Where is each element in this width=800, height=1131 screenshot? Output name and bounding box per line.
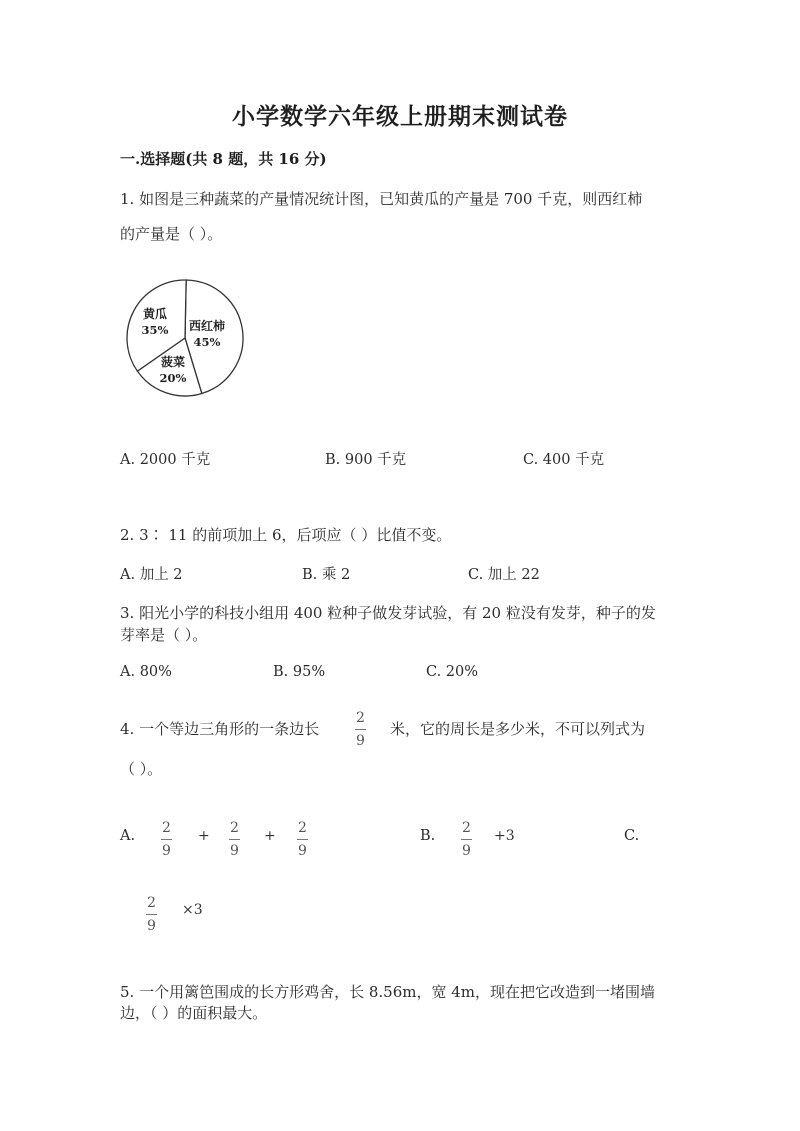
pie-slice-value: 20%: [159, 371, 187, 385]
fraction-denominator: 9: [356, 733, 365, 749]
q1-option-c[interactable]: C. 400 千克: [523, 452, 605, 468]
fraction-numerator: 2: [162, 820, 171, 836]
q4-option-c-label[interactable]: C.: [624, 828, 640, 844]
q4-option-b-fraction: [460, 821, 473, 858]
plus-three: +3: [494, 828, 515, 844]
q4-option-a-fraction-2: [228, 821, 241, 858]
page-title: 小学数学六年级上册期末测试卷: [232, 103, 568, 130]
fraction-bar: [146, 914, 157, 915]
pie-slice-value: 45%: [193, 335, 221, 349]
q1-option-a[interactable]: A. 2000 千克: [120, 452, 211, 468]
q4-text-after: 米，它的周长是多少米，不可以列式为: [390, 720, 646, 738]
q4-option-c-fraction: [145, 896, 158, 933]
q1-option-b[interactable]: B. 900 千克: [325, 452, 407, 468]
q3-text-line1: 3. 阳光小学的科技小组用 400 粒种子做发芽试验，有 20 粒没有发芽，种子的发: [120, 604, 656, 622]
fraction-numerator: 2: [298, 820, 307, 836]
q4-option-a-fraction-3: [296, 821, 309, 858]
fraction-denominator: 9: [462, 843, 471, 859]
q4-fraction: [354, 711, 367, 748]
fraction-numerator: 2: [356, 710, 365, 726]
q4-option-a-fraction-1: [160, 821, 173, 858]
q3-option-b[interactable]: B. 95%: [273, 664, 326, 680]
fraction-denominator: 9: [162, 843, 171, 859]
q3-option-a[interactable]: A. 80%: [120, 664, 172, 680]
q2-option-c[interactable]: C. 加上 22: [468, 567, 540, 583]
plus-sign: +: [264, 828, 276, 844]
fraction-numerator: 2: [230, 820, 239, 836]
pie-slice-label: 菠菜: [160, 355, 186, 369]
q2-option-a[interactable]: A. 加上 2: [120, 567, 183, 583]
fraction-denominator: 9: [147, 918, 156, 934]
q4-option-b-label[interactable]: B.: [420, 828, 436, 844]
q2-option-b[interactable]: B. 乘 2: [302, 567, 351, 583]
fraction-denominator: 9: [230, 843, 239, 859]
q4-text-line2: （ ）。: [120, 760, 163, 778]
section-heading: 一.选择题(共 8 题，共 16 分): [120, 150, 327, 168]
q3-option-c[interactable]: C. 20%: [426, 664, 479, 680]
pie-slice-label: 西红柿: [188, 319, 226, 333]
q3-text-line2: 芽率是（ ）。: [120, 626, 208, 644]
q4-option-a-label[interactable]: A.: [120, 828, 136, 844]
q4-text-before: 4. 一个等边三角形的一条边长: [120, 720, 320, 738]
pie-slice-value: 35%: [141, 323, 169, 337]
fraction-bar: [297, 839, 308, 840]
q1-text-line1: 1. 如图是三种蔬菜的产量情况统计图，已知黄瓜的产量是 700 千克，则西红柿: [120, 190, 643, 208]
fraction-numerator: 2: [147, 895, 156, 911]
times-three: ×3: [182, 902, 203, 918]
pie-chart: [120, 278, 250, 408]
fraction-bar: [461, 839, 472, 840]
q5-text-line2: 边，（ ）的面积最大。: [120, 1004, 268, 1022]
fraction-numerator: 2: [462, 820, 471, 836]
q1-text-line2: 的产量是（ ）。: [120, 225, 223, 243]
fraction-bar: [229, 839, 240, 840]
q5-text-line1: 5. 一个用篱笆围成的长方形鸡舍，长 8.56m，宽 4m，现在把它改造到一堵围墙: [120, 983, 656, 1001]
fraction-bar: [355, 729, 366, 730]
pie-slice-label: 黄瓜: [142, 307, 168, 321]
fraction-bar: [161, 839, 172, 840]
plus-sign: +: [198, 828, 210, 844]
fraction-denominator: 9: [298, 843, 307, 859]
q2-text: 2. 3∶ 11 的前项加上 6，后项应（ ）比值不变。: [120, 526, 452, 544]
